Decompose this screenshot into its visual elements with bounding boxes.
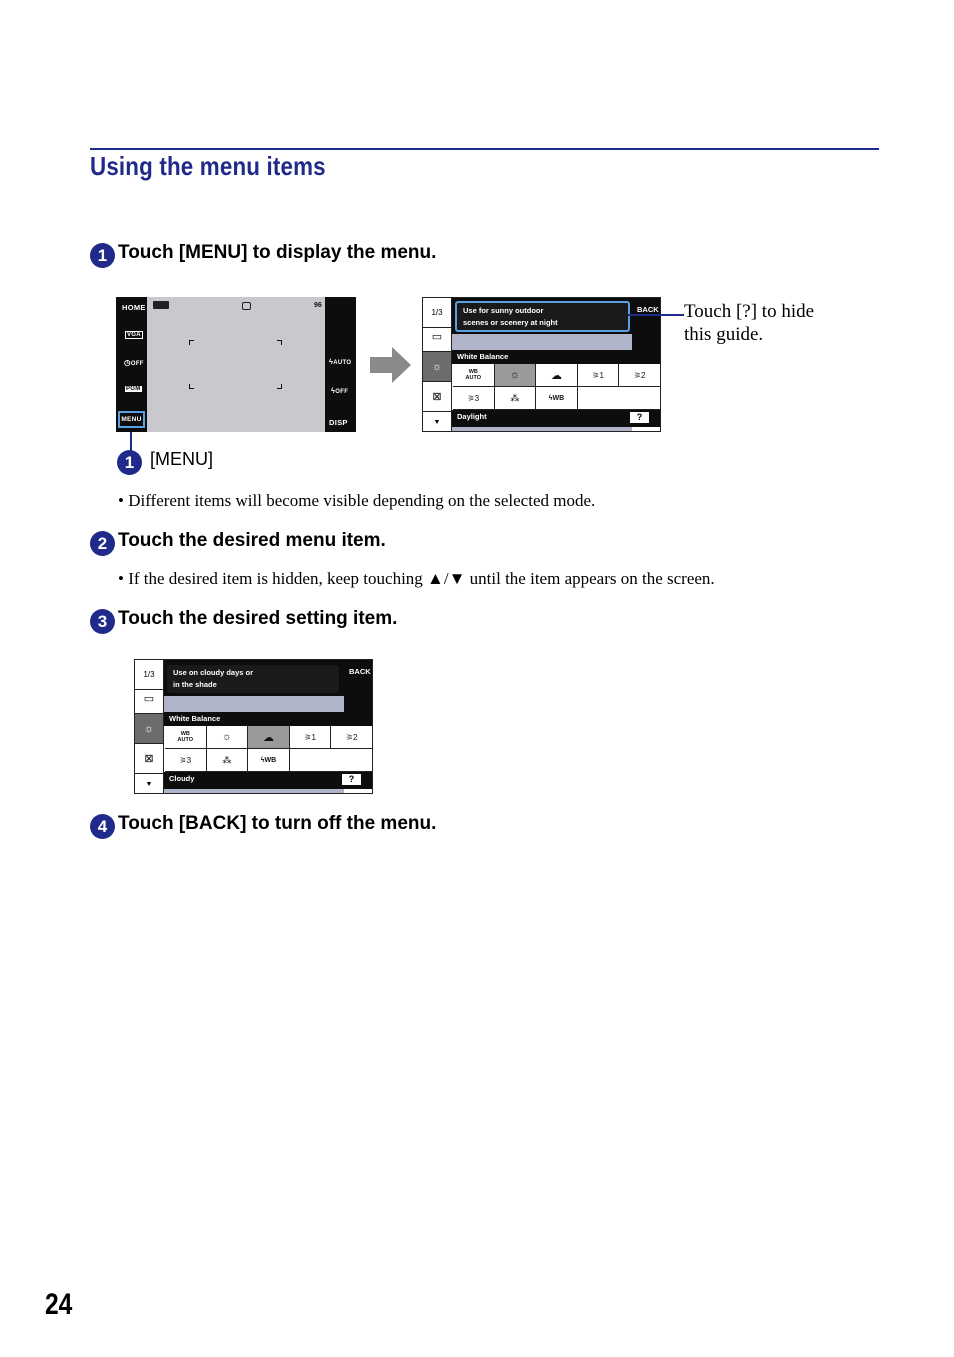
- step-4: [90, 813, 436, 839]
- menu-callout: [117, 449, 213, 475]
- guide-callout-line: [628, 314, 684, 316]
- page-indicator[interactable]: 1/3: [135, 660, 163, 690]
- step-1-text: Touch [MENU] to display the menu.: [118, 242, 437, 263]
- timer-icon: ◷: [124, 358, 131, 367]
- red-eye-off-icon[interactable]: ϟOFF: [331, 386, 349, 395]
- guide-note: Touch [?] to hide this guide.: [684, 301, 815, 345]
- wb-daylight-option[interactable]: ☼: [207, 726, 249, 749]
- memory-card-icon: [242, 302, 251, 310]
- selected-setting: Daylight: [452, 410, 661, 427]
- wb-fluorescent1-option[interactable]: ⚞1: [290, 726, 332, 749]
- guide-scroll-area: [164, 696, 344, 712]
- callout-number-icon: 1: [117, 450, 142, 475]
- disp-button[interactable]: DISP: [329, 418, 348, 427]
- focus-frame-corner: [277, 340, 282, 345]
- exposure-icon[interactable]: ⊠: [423, 382, 451, 412]
- flash-auto-icon[interactable]: ϟAUTO: [329, 357, 352, 366]
- exposure-icon[interactable]: ⊠: [135, 744, 163, 774]
- white-balance-icon[interactable]: ☼: [423, 352, 451, 382]
- step-2-text: Touch the desired menu item.: [118, 530, 386, 551]
- focus-frame-corner: [277, 384, 282, 389]
- wb-fluorescent2-option[interactable]: ⚞2: [619, 364, 661, 387]
- guide-text: Use on cloudy days or in the shade: [167, 665, 339, 693]
- menu-item-column: [135, 660, 164, 793]
- empty-cell: [578, 387, 661, 410]
- menu-button[interactable]: MENU: [118, 411, 145, 428]
- wb-auto-option[interactable]: WB AUTO: [453, 364, 495, 387]
- back-button[interactable]: BACK: [637, 305, 659, 314]
- wb-incandescent-option[interactable]: ⁂: [207, 749, 249, 772]
- step-number-icon: 3: [90, 609, 115, 634]
- wb-options-grid: [453, 364, 661, 410]
- wb-daylight-option[interactable]: ☼: [495, 364, 537, 387]
- step-number-icon: 1: [90, 243, 115, 268]
- step-2: [90, 530, 386, 556]
- step-number-icon: 4: [90, 814, 115, 839]
- image-size-icon[interactable]: ▭: [135, 684, 163, 714]
- step-number-icon: 2: [90, 531, 115, 556]
- help-button[interactable]: [630, 412, 649, 423]
- focus-frame-corner: [189, 340, 194, 345]
- page-title: Using the menu items: [90, 151, 326, 181]
- camera-screen: [116, 297, 356, 432]
- wb-incandescent-option[interactable]: ⁂: [495, 387, 537, 410]
- menu-item-column: [423, 298, 452, 431]
- step-3: [90, 608, 397, 634]
- white-balance-icon[interactable]: ☼: [135, 714, 163, 744]
- wb-options-grid: [165, 726, 373, 772]
- program-mode-icon[interactable]: PGM: [126, 386, 141, 392]
- focus-frame-corner: [189, 384, 194, 389]
- menu-panel-daylight: [422, 297, 661, 432]
- image-size-icon[interactable]: ▭: [423, 322, 451, 352]
- camera-viewfinder: [147, 297, 325, 432]
- wb-fluorescent2-option[interactable]: ⚞2: [331, 726, 373, 749]
- remaining-shots: 96: [314, 302, 322, 309]
- wb-fluorescent3-option[interactable]: ⚞3: [165, 749, 207, 772]
- step-1: [90, 242, 436, 268]
- selected-setting: Cloudy: [164, 772, 373, 789]
- page-number: 24: [45, 1288, 73, 1321]
- help-button[interactable]: [342, 774, 361, 785]
- wb-flash-option[interactable]: ϟWB: [536, 387, 578, 410]
- step-1-bullet: • Different items will become visible depending on the selected mode.: [118, 491, 596, 510]
- guide-scroll-area: [452, 334, 632, 350]
- empty-cell: [290, 749, 373, 772]
- setting-title: White Balance: [164, 712, 373, 726]
- wb-flash-option[interactable]: ϟWB: [248, 749, 290, 772]
- back-button[interactable]: BACK: [349, 667, 371, 676]
- next-arrow-icon: [370, 345, 412, 385]
- image-size-vga-icon[interactable]: VGA: [127, 332, 141, 338]
- guide-text: Use for sunny outdoor scenes or scenery at night: [455, 301, 630, 332]
- scroll-track: [452, 427, 632, 432]
- help-icon: ?: [636, 412, 643, 422]
- menu-callout-label: [MENU]: [150, 449, 214, 469]
- self-timer-icon[interactable]: ◷OFF: [124, 358, 144, 367]
- step-4-text: Touch [BACK] to turn off the menu.: [118, 813, 437, 834]
- wb-cloudy-option[interactable]: ☁: [536, 364, 578, 387]
- scroll-down-icon[interactable]: ▼: [135, 774, 163, 794]
- wb-fluorescent3-option[interactable]: ⚞3: [453, 387, 495, 410]
- page-indicator[interactable]: 1/3: [423, 298, 451, 328]
- scroll-down-icon[interactable]: ▼: [423, 412, 451, 432]
- setting-title: White Balance: [452, 350, 661, 364]
- wb-fluorescent1-option[interactable]: ⚞1: [578, 364, 620, 387]
- home-button[interactable]: HOME: [122, 303, 146, 312]
- header-rule: [90, 148, 879, 150]
- help-icon: ?: [348, 774, 355, 784]
- battery-icon: [153, 301, 169, 309]
- scroll-track: [164, 789, 344, 794]
- menu-panel-cloudy: [134, 659, 373, 794]
- wb-auto-option[interactable]: WB AUTO: [165, 726, 207, 749]
- step-3-text: Touch the desired setting item.: [118, 608, 398, 629]
- step-2-bullet: • If the desired item is hidden, keep touching ▲/▼ until the item appears on the screen.: [118, 569, 715, 588]
- wb-cloudy-option[interactable]: ☁: [248, 726, 290, 749]
